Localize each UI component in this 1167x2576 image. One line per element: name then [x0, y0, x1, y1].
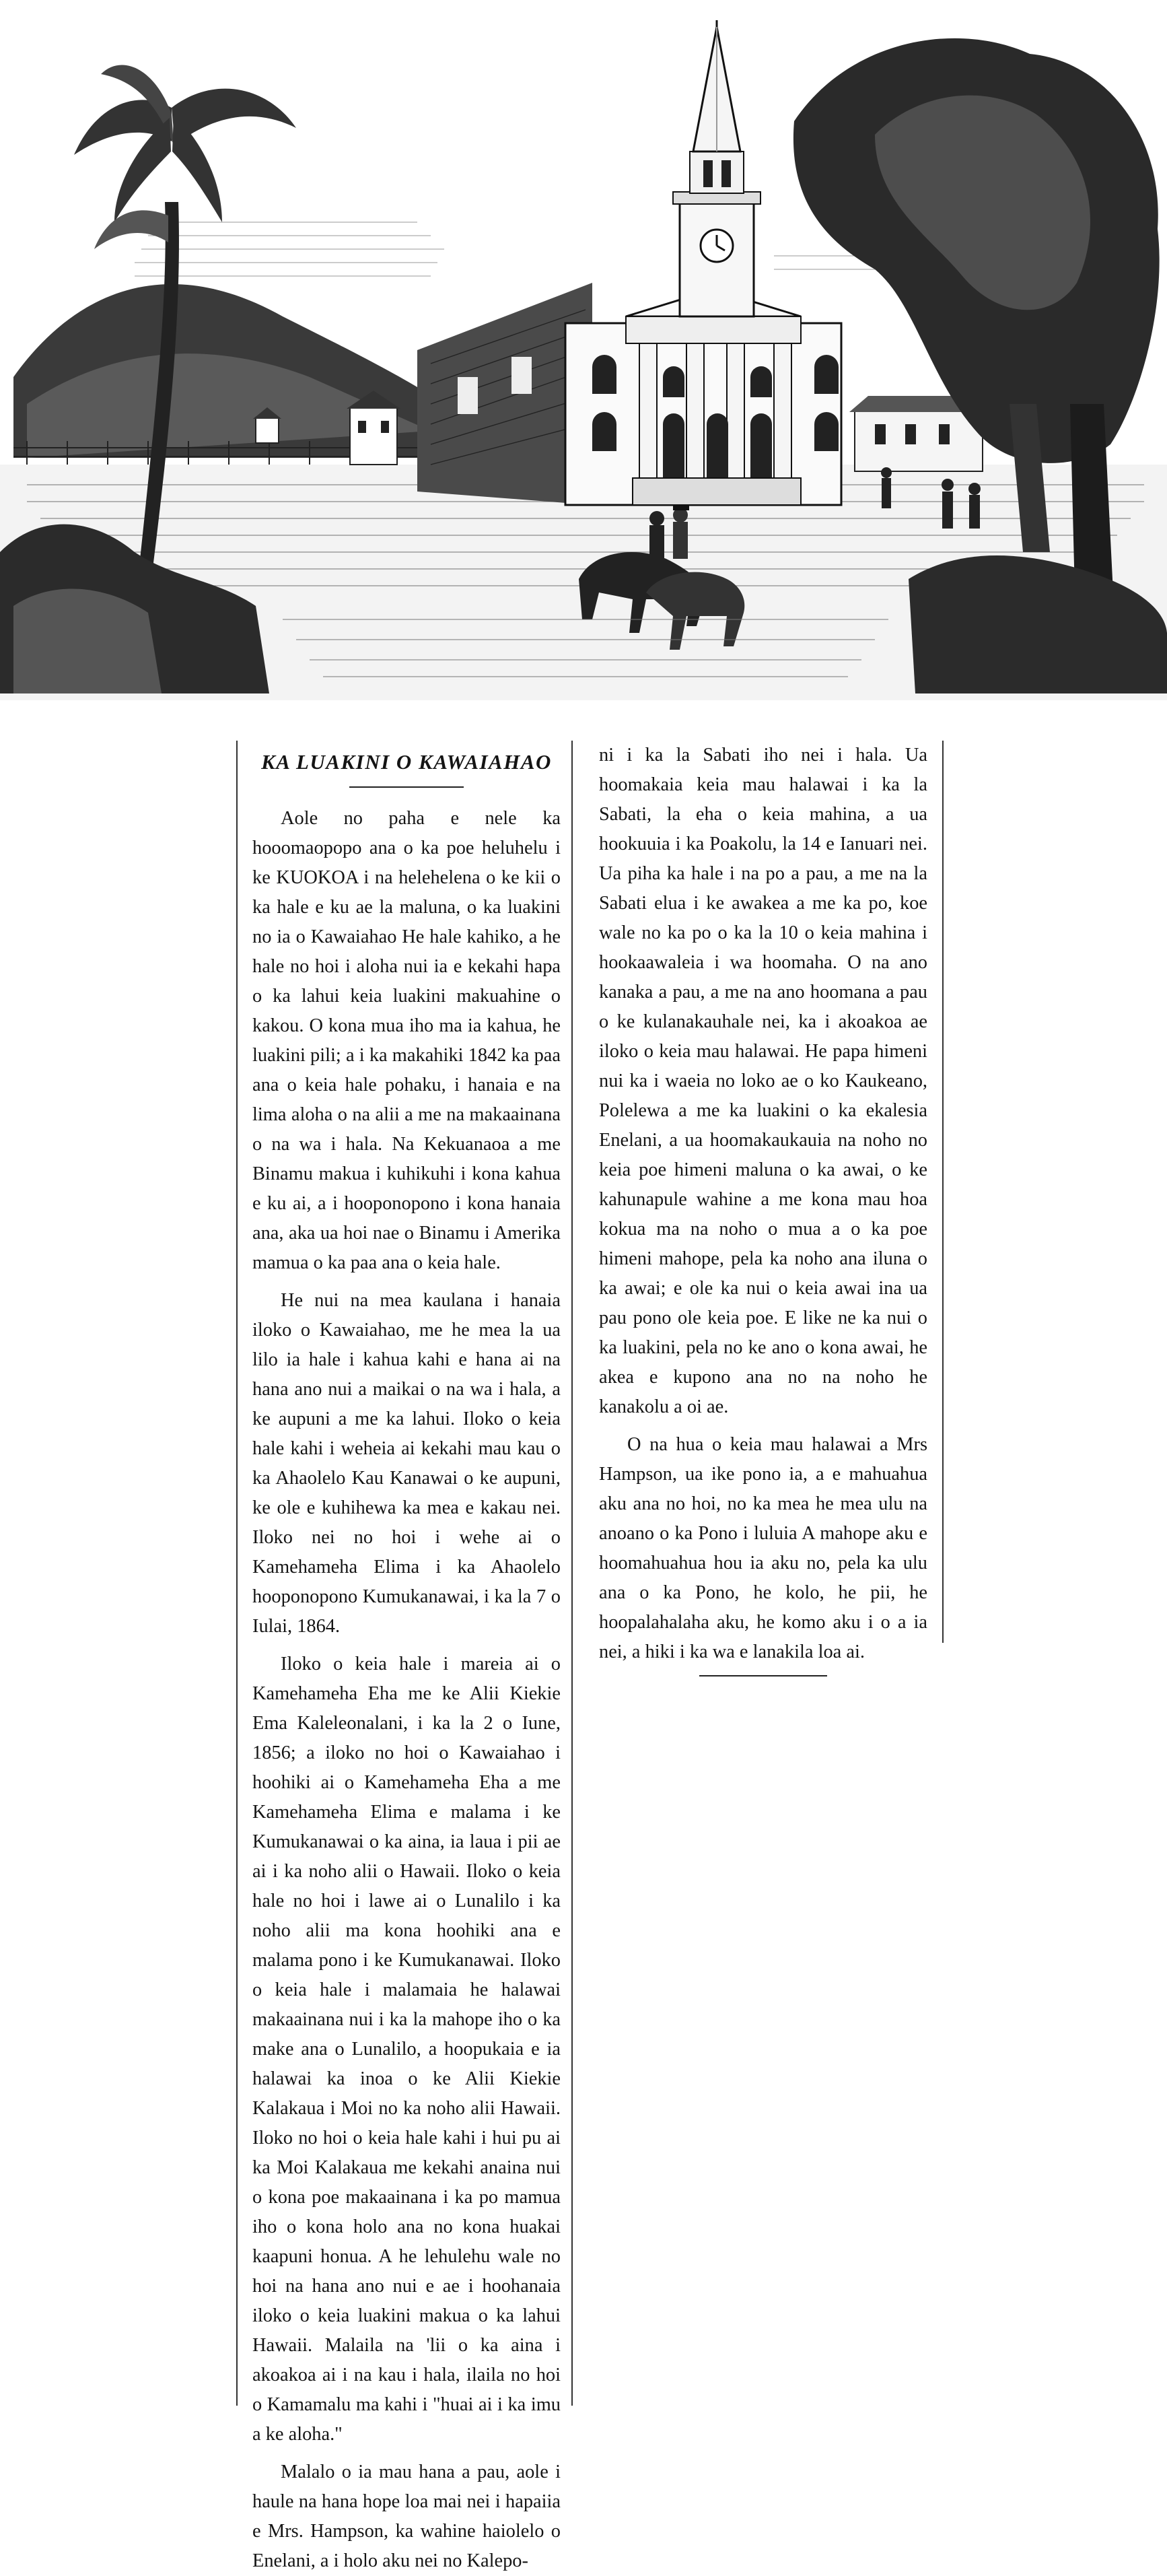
church-engraving	[0, 0, 1167, 724]
paragraph: Iloko o keia hale i mareia ai o Kamehameha Eha me ke Alii Kiekie Ema Kaleleonalani, i ka la 2 o Iune, 1856; a iloko no hoi o Kawaiahao i hoohiki ai o Kamehameha Eha a me Kamehameha Elima e malama i ke Kumukanawai o ka aina, ia laua i pii ae ai i ka noho alii o Hawaii. Iloko o keia hale no hoi i lawe ai o Lunalilo i ka noho alii ma kona hoohiki ana e malama pono i ke Kumukanawai. Iloko o keia hale i malamaia he halawai makaainana nui i ka la mahope iho o ka make ana o Lunalilo, a hoopukaia e ia halawai ka inoa o ke Alii Kiekie Kalakaua i Moi no ka noho alii Hawaii. Iloko no hoi o keia hale kahi i hui pu ai ka Moi Kalakaua me kekahi anaina nui o kona poe makaainana i ka po mamua iho o kona holo ana no kona huakai kaapuni honua. A he lehulehu wale no hoi na hana ano nui e ae i hoohanaia iloko o keia luakini makua o ka lahui Hawaii. Malaila na 'lii o ka aina i akoakoa ai i na kau i hala, ilaila no hoi o Kamamalu ma kahi i "huai ai i ka imu a ke aloha."	[252, 1654, 561, 2445]
paragraph: ni i ka la Sabati iho nei i hala. Ua hoomakaia keia mau halawai i ka la Sabati, la eha o keia mahina, a ua hookuuia i ka Poakolu, la 14 e Ianuari nei. Ua piha ka hale i na po a pau, a me na la Sabati elua i ke awakea a me ka po, koe wale no ka po o ka la 10 o keia mahina i hookaawaleia i wa hoomaha. O na ano kanaka a pau, a me na ano hoomana a pau o ke kulanakauhale nei, ka i akoakoa ae iloko o keia mau halawai. He papa himeni nui ka i waeia no loko ae o ko Kaukeano, Polelewa a me ka luakini o ka ekalesia Enelani, a ua hoomakaukauia na noho no keia poe himeni maluna o ka awai, o ke kahunapule wahine a me kona mau hoa kokua ma na noho o mua a o ka poe himeni mahope, pela ka noho ana iluna o ka awai; e ole ka nui o keia awai ina ua pau pono ole keia poe. E like ne ka nui o ka luakini, pela no ke ano o kona awai, he akea e kupono ana no na noho he kanakolu a oi ae.	[599, 745, 927, 1417]
article-column-2	[594, 741, 944, 1662]
paragraph: Malalo o ia mau hana a pau, aole i haule na hana hope loa mai nei i hapaiia e Mrs. Hampson, ka wahine haiolelo o Enelani, a i holo aku nei no Kalepo-	[252, 2462, 561, 2571]
paragraph: Aole no paha e nele ka hooomaopopo ana o ka poe heluhelu i ke KUOKOA i na helehelena o ke kii o ka hale e ku ae la maluna, o ka luakini no ia o Kawaiahao He hale kahiko, a he hale no hoi i aloha nui ia e kekahi hapa o ka lahui keia luakini makuahine o kakou. O kona mua iho ma ia kahua, he luakini pili; a i ka makahiki 1842 ka paa ana o keia hale pohaku, i hanaia e na lima aloha o na alii a me na makaainana o na wa i hala. Na Kekuanaoa a me Binamu makua i kuhikuhi i kona kahua e ku ai, a i hooponopono i kona hanaia ana, aka ua hoi nae o Binamu i Amerika mamua o ka paa ana o keia hale.	[252, 808, 561, 1273]
paragraph: He nui na mea kaulana i hanaia iloko o Kawaiahao, me he mea la ua lilo ia hale i kahua kahi e hana ai na hana ano nui a maikai o na wa i hala, a ke aupuni a me ka lahui. Iloko o keia hale kahi i weheia ai kekahi mau kau o ka Ahaolelo Kau Kanawai o ke aupuni, ke ole e kuhihewa ka mea e kakau nei. Iloko nei no hoi i wehe ai o Kamehameha Elima i ka Ahaolelo hooponopono Kumukanawai, i ka la 7 o Iulai, 1864.	[252, 1290, 561, 1637]
article-end-rule	[699, 1675, 827, 1676]
headline-rule	[349, 786, 464, 788]
article-headline: KA LUAKINI O KAWAIAHAO	[261, 750, 552, 774]
paragraph: O na hua o keia mau halawai a Mrs Hampson, ua ike pono ia, a e mahuahua aku ana no hoi, no ka mea he mea ulu na anoano o ka Pono i luluia A mahope aku e hoomahuahua hou ia aku no, pela ka ulu ana o ka Pono, he kolo, he pii, he hoopalahalaha aku, he komo aku i o a ia nei, a hiki i ka wa e lanakila loa ai.	[599, 1434, 927, 1662]
article-column-1	[236, 741, 573, 2571]
